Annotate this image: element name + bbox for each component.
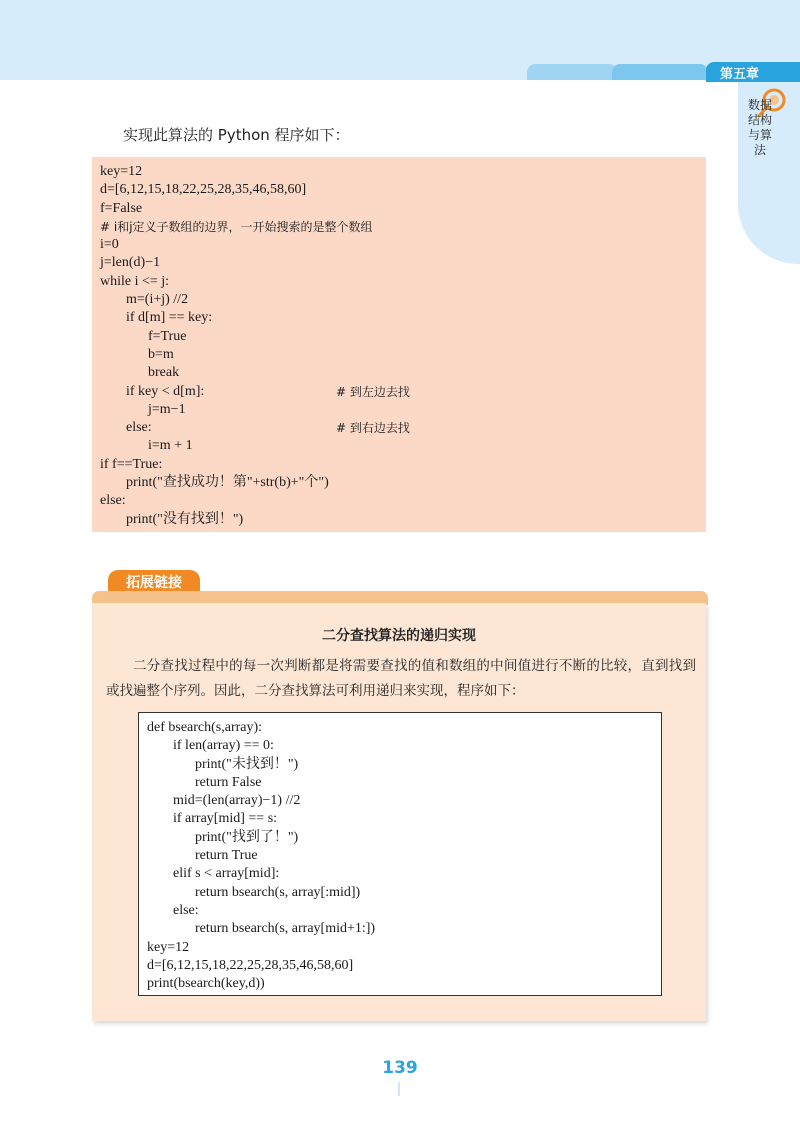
code-line: if len(array) == 0: (173, 738, 274, 754)
code-line: key=12 (147, 939, 190, 955)
code-line: elif s < array[mid]: (173, 866, 280, 882)
code-line: if f==True: (100, 456, 163, 472)
code-line: if d[m] == key: (126, 310, 213, 326)
code-line: j=m−1 (148, 401, 186, 417)
code-line: print("查找成功！第"+str(b)+"个") (126, 475, 329, 491)
code-line: print(bsearch(key,d)) (147, 976, 265, 992)
extension-title: 二分查找算法的递归实现 (322, 628, 476, 644)
code-line: else: (173, 902, 199, 918)
code-line: return bsearch(s, array[:mid]) (195, 884, 361, 900)
extension-tab-label: 拓展链接 (108, 570, 200, 594)
code-line: return bsearch(s, array[mid+1:]) (195, 921, 376, 937)
code-line: else: (100, 493, 126, 509)
code-comment: # i和j定义子数组的边界，一开始搜索的是整个数组 (100, 219, 373, 234)
code-line: while i <= j: (100, 273, 170, 289)
code-line: print("找到了！") (195, 829, 299, 845)
code-line: def bsearch(s,array): (147, 720, 263, 735)
code-line: print("未找到！") (195, 756, 299, 772)
code-comment: # 到左边去找 (336, 384, 410, 399)
code-line: key=12 (100, 164, 143, 179)
header-tab-decoration (612, 64, 708, 80)
page-number-tick (398, 1082, 400, 1096)
code-line: i=0 (100, 237, 119, 253)
code-text: else: (126, 420, 152, 436)
code-line: j=len(d)−1 (100, 255, 161, 271)
code-block-iterative (92, 157, 706, 532)
code-line: m=(i+j) //2 (126, 292, 189, 308)
code-comment: # 到右边去找 (336, 421, 410, 436)
header-tab-decoration (527, 64, 617, 80)
code-line-with-comment (100, 383, 706, 401)
code-line-with-comment (100, 419, 706, 437)
code-line: return True (195, 848, 258, 864)
chapter-tab: 第五章 (706, 62, 800, 82)
code-line: mid=(len(array)−1) //2 (173, 793, 301, 809)
code-block-recursive (138, 712, 662, 996)
code-line: return False (195, 774, 262, 790)
code-line: d=[6,12,15,18,22,25,28,35,46,58,60] (147, 957, 354, 973)
intro-text: 实现此算法的 Python 程序如下： (123, 126, 350, 144)
code-line: print("没有找到！") (126, 511, 244, 527)
code-line: d=[6,12,15,18,22,25,28,35,46,58,60] (100, 182, 307, 198)
extension-paragraph: 二分查找过程中的每一次判断都是将需要查找的值和数组的中间值进行不断的比较，直到找到或找遍整个序列。因此，二分查找算法可利用递归来实现，程序如下： (106, 658, 696, 699)
code-line: i=m + 1 (148, 438, 193, 454)
page-number: 139 (382, 1058, 418, 1078)
code-line: f=False (100, 200, 143, 216)
code-line: break (148, 365, 180, 381)
code-line: if array[mid] == s: (173, 811, 278, 827)
code-text: if key < d[m]: (126, 383, 205, 399)
code-line: f=True (148, 328, 187, 344)
code-line: b=m (148, 346, 174, 362)
side-section-title: 数据结构与算法 (748, 98, 773, 157)
